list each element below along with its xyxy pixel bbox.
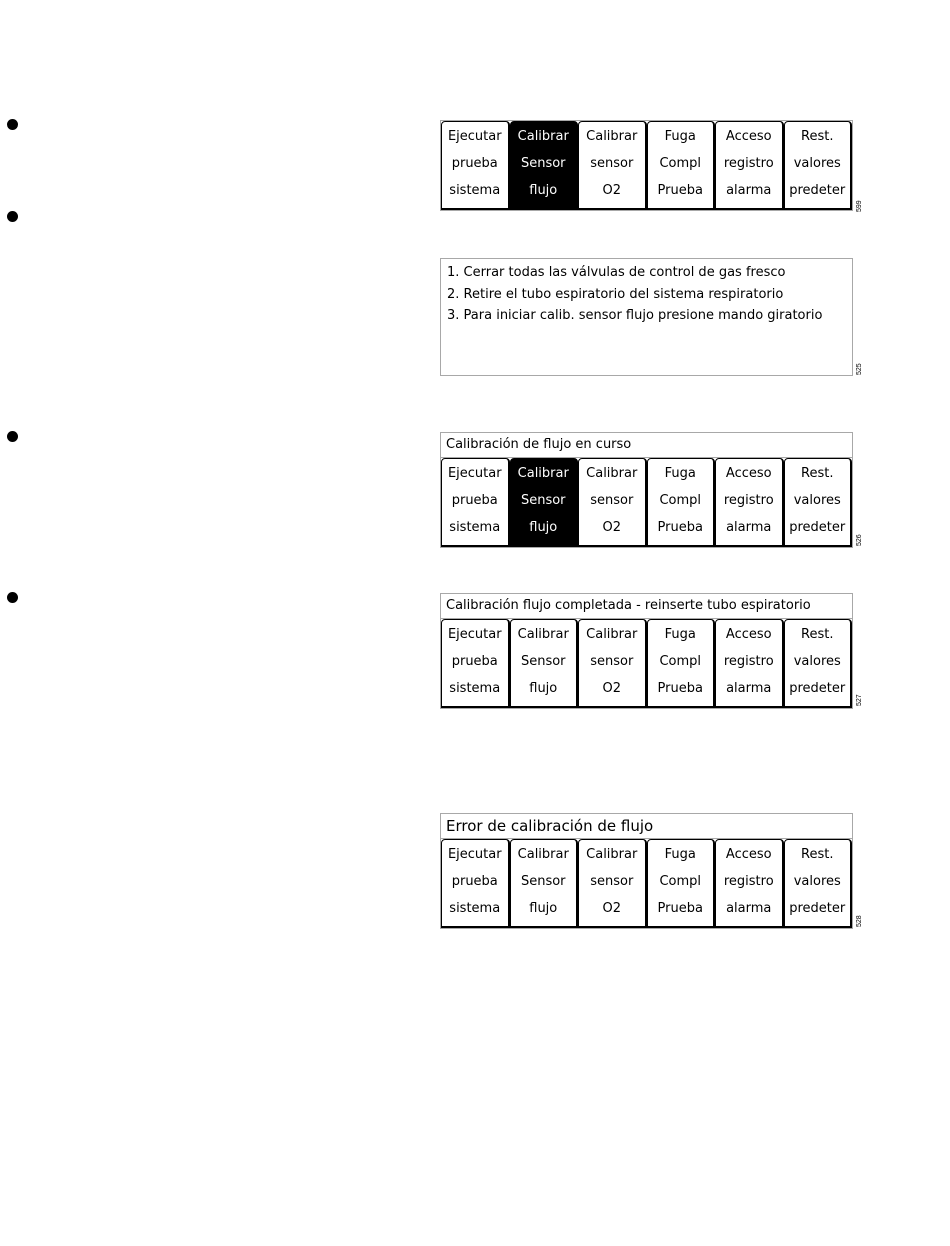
softkey-label: flujo <box>529 182 558 198</box>
softkey-label: alarma <box>726 182 772 198</box>
softkey-label: sistema <box>449 519 501 535</box>
softkey-label: Rest. <box>801 129 834 145</box>
softkey-label: Calibrar <box>517 627 569 643</box>
softkey-label: predeter <box>789 182 846 198</box>
alarm-log-button[interactable] <box>715 619 784 708</box>
softkey-label: Fuga <box>664 847 696 863</box>
bullet-3 <box>7 431 18 442</box>
softkey-label: Sensor <box>520 873 566 889</box>
softkey-panel-527 <box>440 593 853 709</box>
softkey-label: Sensor <box>520 492 566 508</box>
softkey-label: flujo <box>529 519 558 535</box>
run-system-test-button[interactable] <box>441 839 510 928</box>
calibrate-flow-sensor-button[interactable] <box>510 121 579 210</box>
softkey-label: Compl <box>659 492 702 508</box>
softkey-label: Rest. <box>801 847 834 863</box>
softkey-label: sensor <box>590 873 634 889</box>
softkey-label: flujo <box>529 680 558 696</box>
softkey-label: Ejecutar <box>447 847 502 863</box>
calibrate-o2-sensor-button[interactable] <box>578 839 647 928</box>
softkey-label: valores <box>793 155 841 171</box>
softkey-label: alarma <box>726 900 772 916</box>
reset-defaults-button[interactable] <box>784 458 853 547</box>
figure-number: 599 <box>856 200 863 212</box>
leak-test-button[interactable] <box>647 839 716 928</box>
softkey-label: Calibrar <box>586 129 638 145</box>
calibrate-flow-sensor-button[interactable] <box>510 619 579 708</box>
softkey-label: O2 <box>602 900 621 916</box>
softkey-label: Acceso <box>725 847 772 863</box>
softkey-label: Calibrar <box>586 466 638 482</box>
softkey-label: Calibrar <box>517 466 569 482</box>
softkey-row <box>441 839 852 928</box>
softkey-label: Compl <box>659 653 702 669</box>
softkey-label: Calibrar <box>586 627 638 643</box>
instruction-line: 1. Cerrar todas las válvulas de control de gas fresco <box>447 265 786 280</box>
alarm-log-button[interactable] <box>715 121 784 210</box>
error-message: Error de calibración de flujo <box>441 814 852 839</box>
bullet-2 <box>7 211 18 222</box>
softkey-label: Ejecutar <box>447 129 502 145</box>
softkey-label: flujo <box>529 900 558 916</box>
softkey-label: Fuga <box>664 466 696 482</box>
softkey-label: Sensor <box>520 653 566 669</box>
softkey-label: Calibrar <box>517 129 569 145</box>
softkey-label: sistema <box>449 680 501 696</box>
softkey-label: Compl <box>659 873 702 889</box>
figure-number: 528 <box>856 915 863 927</box>
softkey-label: Sensor <box>520 155 566 171</box>
alarm-log-button[interactable] <box>715 839 784 928</box>
softkey-label: predeter <box>789 519 846 535</box>
softkey-label: sistema <box>449 182 501 198</box>
leak-test-button[interactable] <box>647 121 716 210</box>
softkey-panel-599 <box>440 120 853 211</box>
figure-number: 527 <box>856 694 863 706</box>
softkey-label: O2 <box>602 182 621 198</box>
softkey-label: alarma <box>726 680 772 696</box>
softkey-label: sensor <box>590 653 634 669</box>
softkey-label: Rest. <box>801 627 834 643</box>
reset-defaults-button[interactable] <box>784 121 853 210</box>
softkey-label: Acceso <box>725 627 772 643</box>
softkey-label: predeter <box>789 680 846 696</box>
softkey-label: alarma <box>726 519 772 535</box>
softkey-label: O2 <box>602 519 621 535</box>
instruction-line: 2. Retire el tubo espiratorio del sistema respiratorio <box>447 286 784 302</box>
softkey-panel-526 <box>440 432 853 548</box>
softkey-label: prueba <box>451 653 498 669</box>
calibrate-o2-sensor-button[interactable] <box>578 121 647 210</box>
softkey-label: Compl <box>659 155 702 171</box>
softkey-label: Calibrar <box>586 847 638 863</box>
bullet-1 <box>7 119 18 130</box>
softkey-label: Fuga <box>664 129 696 145</box>
softkey-label: Prueba <box>657 519 703 535</box>
status-message: Calibración flujo completada - reinserte tubo espiratorio <box>441 594 852 619</box>
leak-test-button[interactable] <box>647 619 716 708</box>
softkey-label: Rest. <box>801 466 834 482</box>
calibrate-o2-sensor-button[interactable] <box>578 458 647 547</box>
softkey-label: Calibrar <box>517 847 569 863</box>
status-message: Calibración de flujo en curso <box>441 433 852 458</box>
softkey-label: sistema <box>449 900 501 916</box>
softkey-label: Acceso <box>725 466 772 482</box>
run-system-test-button[interactable] <box>441 458 510 547</box>
figure-number: 525 <box>856 363 863 375</box>
softkey-label: Prueba <box>657 900 703 916</box>
softkey-label: prueba <box>451 873 498 889</box>
softkey-label: sensor <box>590 155 634 171</box>
reset-defaults-button[interactable] <box>784 619 853 708</box>
calibrate-flow-sensor-button[interactable] <box>510 839 579 928</box>
softkey-label: registro <box>723 873 774 889</box>
softkey-row <box>441 121 852 210</box>
softkey-label: Ejecutar <box>447 627 502 643</box>
run-system-test-button[interactable] <box>441 121 510 210</box>
softkey-row <box>441 619 852 708</box>
reset-defaults-button[interactable] <box>784 839 853 928</box>
instruction-line: 3. Para iniciar calib. sensor flujo presione mando giratorio <box>447 308 823 323</box>
figure-number: 526 <box>856 534 863 546</box>
softkey-label: Fuga <box>664 627 696 643</box>
softkey-label: Acceso <box>725 129 772 145</box>
softkey-label: registro <box>723 155 774 171</box>
bullet-4 <box>7 592 18 603</box>
instructions-box <box>440 258 853 376</box>
softkey-label: prueba <box>451 492 498 508</box>
softkey-label: sensor <box>590 492 634 508</box>
softkey-label: registro <box>723 653 774 669</box>
calibrate-o2-sensor-button[interactable] <box>578 619 647 708</box>
softkey-label: O2 <box>602 680 621 696</box>
run-system-test-button[interactable] <box>441 619 510 708</box>
softkey-label: valores <box>793 653 841 669</box>
leak-test-button[interactable] <box>647 458 716 547</box>
softkey-label: prueba <box>451 155 498 171</box>
softkey-label: Ejecutar <box>447 466 502 482</box>
softkey-panel-528 <box>440 813 853 929</box>
softkey-label: predeter <box>789 900 846 916</box>
alarm-log-button[interactable] <box>715 458 784 547</box>
softkey-row <box>441 458 852 547</box>
softkey-label: valores <box>793 492 841 508</box>
softkey-label: valores <box>793 873 841 889</box>
softkey-label: registro <box>723 492 774 508</box>
softkey-label: Prueba <box>657 182 703 198</box>
softkey-label: Prueba <box>657 680 703 696</box>
calibrate-flow-sensor-button[interactable] <box>510 458 579 547</box>
